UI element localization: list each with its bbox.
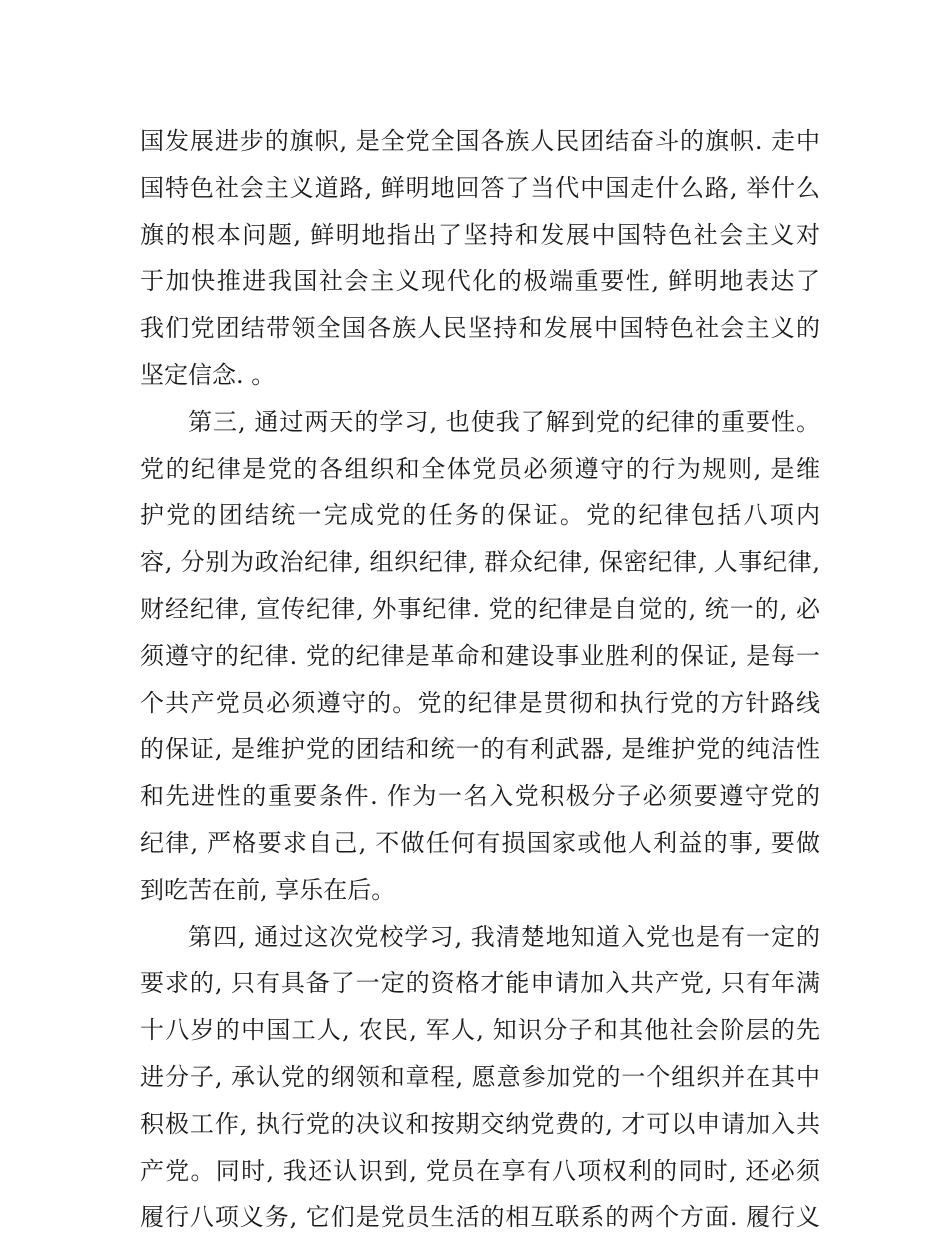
text-line: 旗的根本问题, 鲜明地指出了坚持和发展中国特色社会主义对 [140, 220, 820, 249]
text-line: 坚定信念. 。 [140, 360, 276, 389]
text-line: 我们党团结带领全国各族人民坚持和发展中国特色社会主义的 [140, 314, 820, 343]
text-line: 积极工作, 执行党的决议和按期交纳党费的, 才可以申请加入共 [140, 1109, 820, 1138]
text-line: 和先进性的重要条件. 作为一名入党积极分子必须要遵守党的 [140, 782, 820, 811]
text-line: 履行八项义务, 它们是党员生活的相互联系的两个方面. 履行义 [140, 1203, 820, 1232]
text-line: 国特色社会主义道路, 鲜明地回答了当代中国走什么路, 举什么 [140, 173, 820, 202]
document-body [140, 118, 820, 1241]
text-line: 须遵守的纪律. 党的纪律是革命和建设事业胜利的保证, 是每一 [140, 641, 820, 670]
text-line: 党的纪律是党的各组织和全体党员必须遵守的行为规则, 是维 [140, 454, 820, 483]
text-line: 个共产党员必须遵守的。党的纪律是贯彻和执行党的方针路线 [140, 688, 820, 717]
text-line: 财经纪律, 宣传纪律, 外事纪律. 党的纪律是自觉的, 统一的, 必 [140, 594, 820, 623]
text-line: 到吃苦在前, 享乐在后。 [140, 875, 396, 904]
text-line: 的保证, 是维护党的团结和统一的有利武器, 是维护党的纯洁性 [140, 735, 820, 764]
text-line: 产党。同时, 我还认识到, 党员在享有八项权利的同时, 还必须 [140, 1156, 820, 1185]
text-line: 于加快推进我国社会主义现代化的极端重要性, 鲜明地表达了 [140, 267, 820, 296]
text-line: 容, 分别为政治纪律, 组织纪律, 群众纪律, 保密纪律, 人事纪律, [140, 548, 820, 577]
text-line: 国发展进步的旗帜, 是全党全国各族人民团结奋斗的旗帜. 走中 [140, 127, 820, 155]
text-line: 要求的, 只有具备了一定的资格才能申请加入共产党, 只有年满 [140, 969, 820, 998]
text-line: 护党的团结统一完成党的任务的保证。党的纪律包括八项内 [140, 501, 820, 530]
text-line: 进分子, 承认党的纲领和章程, 愿意参加党的一个组织并在其中 [140, 1062, 820, 1091]
text-line: 十八岁的中国工人, 农民, 军人, 知识分子和其他社会阶层的先 [140, 1016, 820, 1045]
paragraph-start-line: 第三, 通过两天的学习, 也使我了解到党的纪律的重要性。 [188, 407, 820, 436]
text-line: 纪律, 严格要求自己, 不做任何有损国家或他人利益的事, 要做 [140, 828, 820, 857]
paragraph-start-line: 第四, 通过这次党校学习, 我清楚地知道入党也是有一定的 [188, 922, 820, 951]
